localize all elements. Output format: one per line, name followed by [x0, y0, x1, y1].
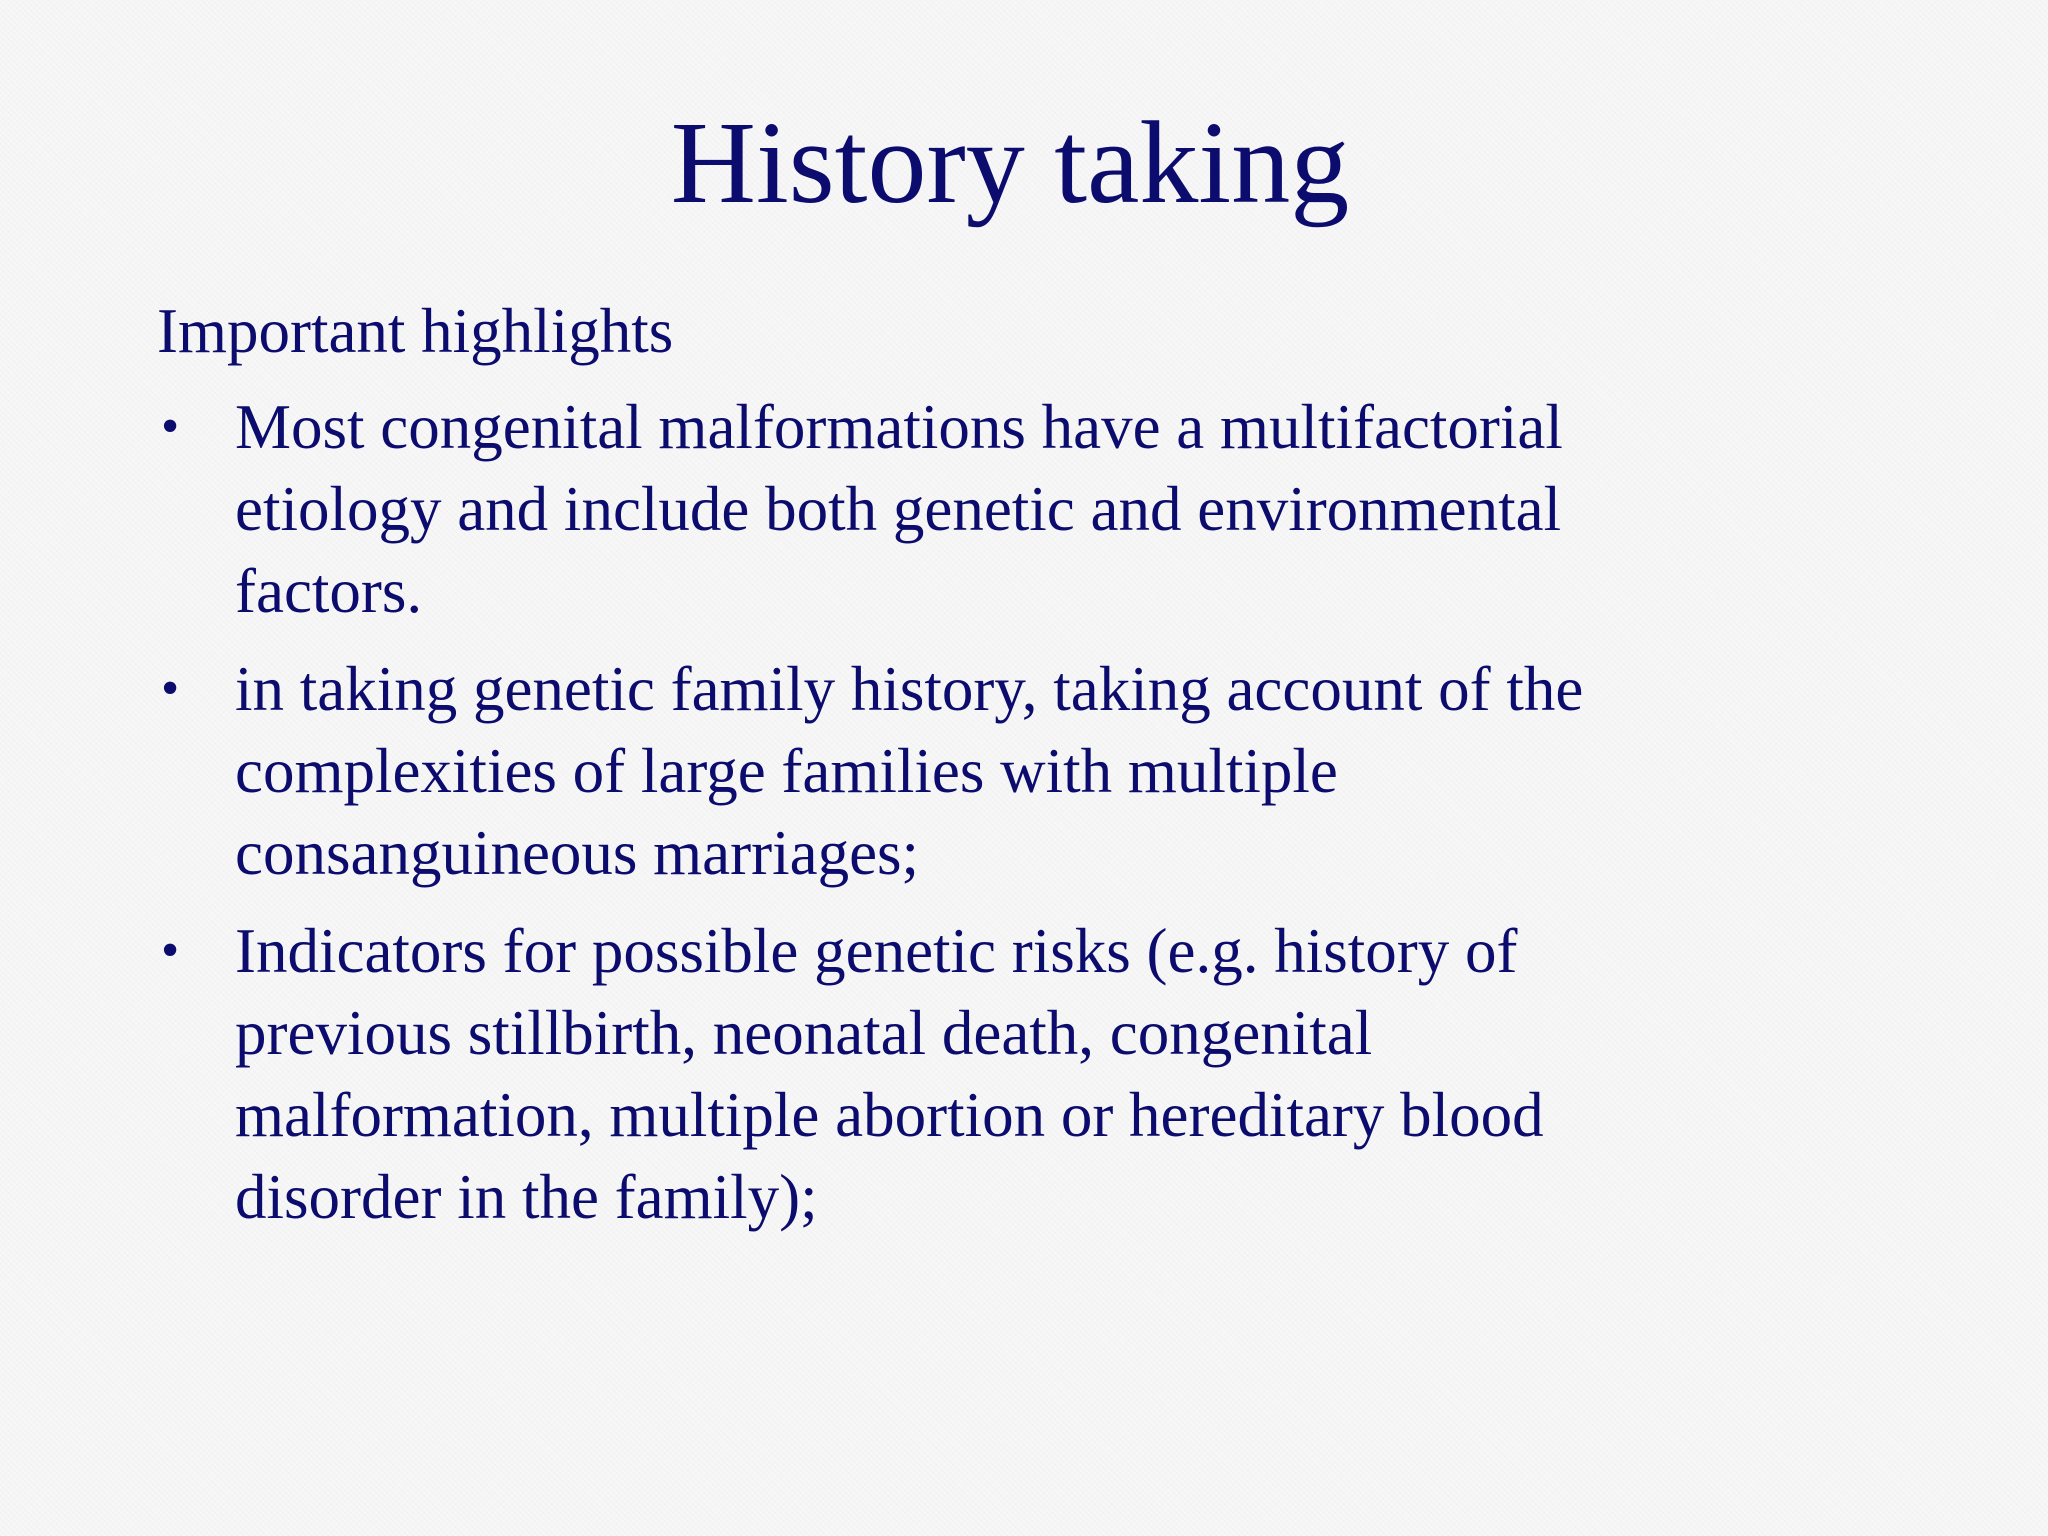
bullet-list [157, 386, 1737, 1254]
bullet-item [157, 386, 1737, 632]
bullet-text: Indicators for possible genetic risks (e.g. history of previous stillbirth, neonatal death, congenital malformation, multiple abortion or hereditary blood disorder in the family); [235, 916, 1544, 1232]
bullet-icon: • [161, 660, 180, 717]
bullet-item [157, 648, 1737, 894]
bullet-text: in taking genetic family history, taking account of the complexities of large families with multiple consanguineous marriages; [235, 654, 1584, 888]
bullet-icon: • [161, 922, 180, 979]
subheading: Important highlights [157, 296, 674, 366]
bullet-icon: • [161, 398, 180, 455]
bullet-item [157, 910, 1737, 1238]
bullet-text: Most congenital malformations have a multifactorial etiology and include both genetic and environmental factors. [235, 392, 1563, 626]
slide-title: History taking [670, 97, 1350, 228]
